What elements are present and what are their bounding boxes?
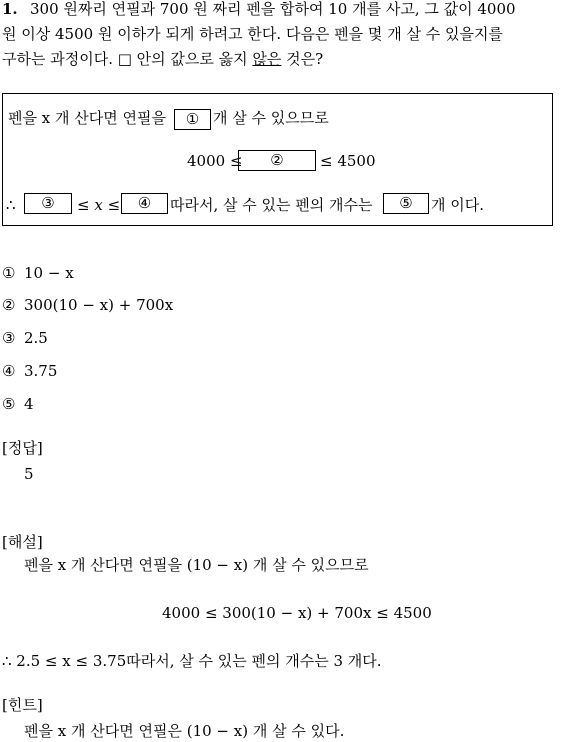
option-2[interactable] bbox=[2, 298, 173, 313]
box-row-1-tail: 개 살 수 있으므로 bbox=[213, 109, 329, 127]
option-4-symbol: ④ bbox=[2, 362, 16, 380]
blank-5: ⑤ bbox=[383, 193, 429, 214]
box-row-2-right: ≤ 4500 bbox=[320, 152, 376, 170]
question-line-2: 원 이상 4500 원 이하가 되게 하려고 한다. 다음은 펜을 몇 개 살 수 있을지를 bbox=[2, 25, 503, 43]
box-row-3-tail: 개 이다. bbox=[431, 196, 485, 214]
option-5[interactable] bbox=[2, 397, 34, 412]
therefore-symbol: ∴ bbox=[6, 196, 16, 214]
question-underlined-word: 않은 bbox=[252, 50, 282, 68]
question-line-1: 300 원짜리 연필과 700 원 짜리 펜을 합하여 10 개를 사고, 그 값이 4000 bbox=[30, 0, 516, 18]
question-number: 1. bbox=[2, 0, 18, 18]
question-line-3 bbox=[2, 52, 323, 67]
box-row-2-left: 4000 ≤ bbox=[187, 152, 243, 170]
option-4-text: 3.75 bbox=[24, 362, 58, 380]
option-5-symbol: ⑤ bbox=[2, 395, 16, 413]
explanation-line-3: ∴ 2.5 ≤ x ≤ 3.75따라서, 살 수 있는 펜의 개수는 3 개다. bbox=[2, 652, 382, 670]
option-2-text: 300(10 − x) + 700x bbox=[24, 296, 174, 314]
box-row-3-inequality: ≤ x ≤ bbox=[77, 196, 121, 214]
question-line-3-end: 것은? bbox=[281, 50, 324, 68]
explanation-label: [해설] bbox=[2, 533, 43, 551]
question-line-3-start: 구하는 과정이다. □ 안의 값으로 옳지 bbox=[2, 50, 253, 68]
option-1[interactable] bbox=[2, 266, 74, 281]
hint-line-1: 펜을 x 개 산다면 연필은 (10 − x) 개 살 수 있다. bbox=[24, 722, 345, 740]
option-2-symbol: ② bbox=[2, 296, 16, 314]
option-3-symbol: ③ bbox=[2, 329, 16, 347]
box-row-3-text: 따라서, 살 수 있는 펜의 개수는 bbox=[170, 196, 373, 214]
blank-3: ③ bbox=[24, 193, 72, 214]
explanation-line-2: 4000 ≤ 300(10 − x) + 700x ≤ 4500 bbox=[162, 604, 432, 622]
answer-label: [정답] bbox=[2, 439, 43, 457]
hint-label: [힌트] bbox=[2, 696, 43, 714]
box-row-1-text: 펜을 x 개 산다면 연필을 bbox=[8, 109, 166, 127]
option-3[interactable] bbox=[2, 331, 48, 346]
blank-4: ④ bbox=[121, 193, 168, 214]
answer-value: 5 bbox=[24, 465, 34, 483]
option-5-text: 4 bbox=[24, 395, 34, 413]
option-1-symbol: ① bbox=[2, 264, 16, 282]
blank-2: ② bbox=[238, 150, 316, 171]
blank-1: ① bbox=[174, 109, 211, 130]
option-4[interactable] bbox=[2, 364, 57, 379]
explanation-line-1: 펜을 x 개 산다면 연필을 (10 − x) 개 살 수 있으므로 bbox=[24, 556, 369, 574]
option-1-text: 10 − x bbox=[24, 264, 74, 282]
option-3-text: 2.5 bbox=[24, 329, 48, 347]
